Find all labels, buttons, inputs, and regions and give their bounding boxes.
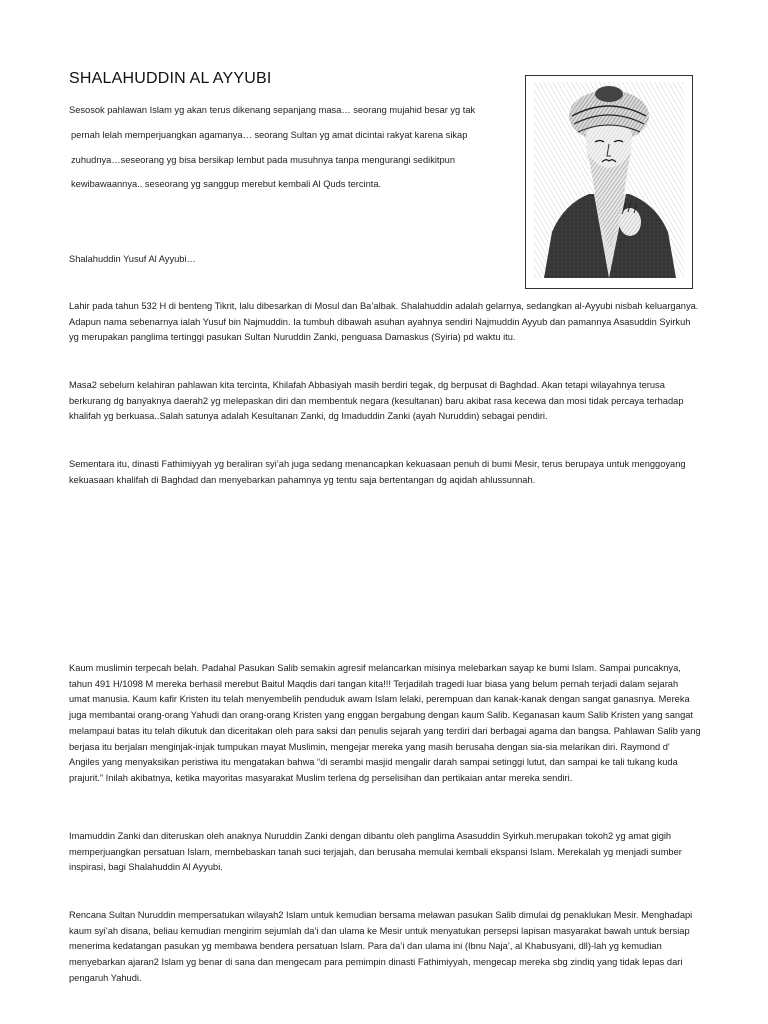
intro-line: Sesosok pahlawan Islam yg akan terus dikenang sepanjang masa… seorang mujahid besar yg tak [69, 105, 476, 115]
paragraph: Masa2 sebelum kelahiran pahlawan kita tercinta, Khilafah Abbasiyah masih berdiri tegak, dg berpusat di Baghdad. Akan tetapi wilayahnya terusa berkurang dg banyaknya daerah2 yg melepaskan diri dan membentuk negara (kesultanan) baru akibat rasa kecewa dan mosi tidak percaya terhadap khalifah yg berkuasa..Salah satunya adalah Kesultanan Zanki, dg Imaduddin Zanki (ayah Nuruddin) sebagai pendiri. [69, 380, 684, 422]
intro-line: kewibawaannya.. seseorang yg sanggup merebut kembali Al Quds tercinta. [71, 179, 382, 189]
paragraph: Sementara itu, dinasti Fathimiyyah yg beraliran syi’ah juga sedang menancapkan kekuasaan penuh di bumi Mesir, terus berupaya untuk menggoyang kekuasaan khalifah di Baghdad dan menyebarkan pahamnya yg tentu saja bertentangan dg aqidah ahlussunnah. [69, 459, 686, 485]
portrait-illustration [534, 82, 684, 278]
paragraph: Imamuddin Zanki dan diteruskan oleh anaknya Nuruddin Zanki dengan dibantu oleh panglima Asasuddin Syirkuh.merupakan tokoh2 yg amat gigih memperjuangkan persatuan Islam, membebaskan tanah suci terjajah, dan berusaha memulai kembali ekspansi Islam. Merekalah yg menjadi sumber inspirasi, bagi Shalahuddin Al Ayyubi. [69, 831, 682, 873]
page-title: SHALAHUDDIN AL AYYUBI [69, 70, 272, 87]
paragraph: Kaum muslimin terpecah belah. Padahal Pasukan Salib semakin agresif melancarkan misinya melebarkan sayap ke bumi Islam. Sampai puncaknya, tahun 491 H/1098 M mereka berhasil merebut Baitul Maqdis dari tangan kita!!! Terjadilah tragedi luar biasa yang belum pernah terjadi dalam sejarah umat manusia. Kaum kafir Kristen itu telah menyembelih penduduk awam Islam lelaki, perempuan dan kanak-kanak dengan sangat ganasnya. Mereka juga membantai orang-orang Yahudi dan orang-orang Kristen yang enggan bergabung dengan kaum Salib. Keganasan kaum Salib Kristen yang sangat melampaui batas itu telah dikutuk dan diceritakan oleh para saksi dan penulis sejarah yang terdiri dari berbagai agama dan bangsa. Pahlawan Salib yang berjasa itu berjalan menginjak-injak tumpukan mayat Muslimin, mengejar mereka yang masih berusaha dengan sia-sia melarikan diri. Raymond d' Angiles yang menyaksikan peristiwa itu mengatakan bahwa “di serambi masjid mengalir darah sampai setinggi lutut, dan sampai ke tali tukang kuda prajurit.” Inilah akibatnya, ketika mayoritas masyarakat Muslim terlena dg perselisihan dan pertikaian antar mereka sendiri. [69, 663, 701, 783]
paragraph: Lahir pada tahun 532 H di benteng Tikrit, lalu dibesarkan di Mosul dan Ba’albak. Shalahuddin adalah gelarnya, sedangkan al-Ayyubi nisbah keluarganya. Adapun nama sebenarnya ialah Yusuf bin Najmuddin. Ia tumbuh dibawah asuhan ayahnya sendiri Najmuddin Ayyub dan pamannya Asasuddin Syirkuh yg merupakan panglima tertinggi pasukan Sultan Nuruddin Zanki, penguasa Damaskus (Syiria) pd waktu itu. [69, 301, 699, 343]
intro-line: zuhudnya…seseorang yg bisa bersikap lembut pada musuhnya tanpa mengurangi sedikitpun [71, 155, 456, 165]
portrait-frame [525, 75, 693, 289]
subheading: Shalahuddin Yusuf Al Ayyubi… [69, 254, 196, 264]
paragraph: Rencana Sultan Nuruddin mempersatukan wilayah2 Islam untuk kemudian bersama melawan pasukan Salib dimulai dg penaklukan Mesir. Menghadapi kaum syi’ah disana, beliau kemudian mengirim sejumlah da’i dan ulama ke Mesir untuk menyatukan persepsi lapisan masyarakat bawah untuk bersiap menerima kedatangan pasukan yg membawa bendera persatuan Islam. Para da’i dan ulama ini (Ibnu Naja’, al Khabusyani, dll)-lah yg kemudian menyebarkan ajaran2 Islam yg benar di sana dan mengecam para pemimpin dinasti Fathimiyyah, mengecap mereka sbg zindiq yang tidak lepas dari pengaruh Yahudi. [69, 910, 693, 983]
intro-line: pernah lelah memperjuangkan agamanya… seorang Sultan yg amat dicintai rakyat karena sikap [71, 130, 468, 140]
